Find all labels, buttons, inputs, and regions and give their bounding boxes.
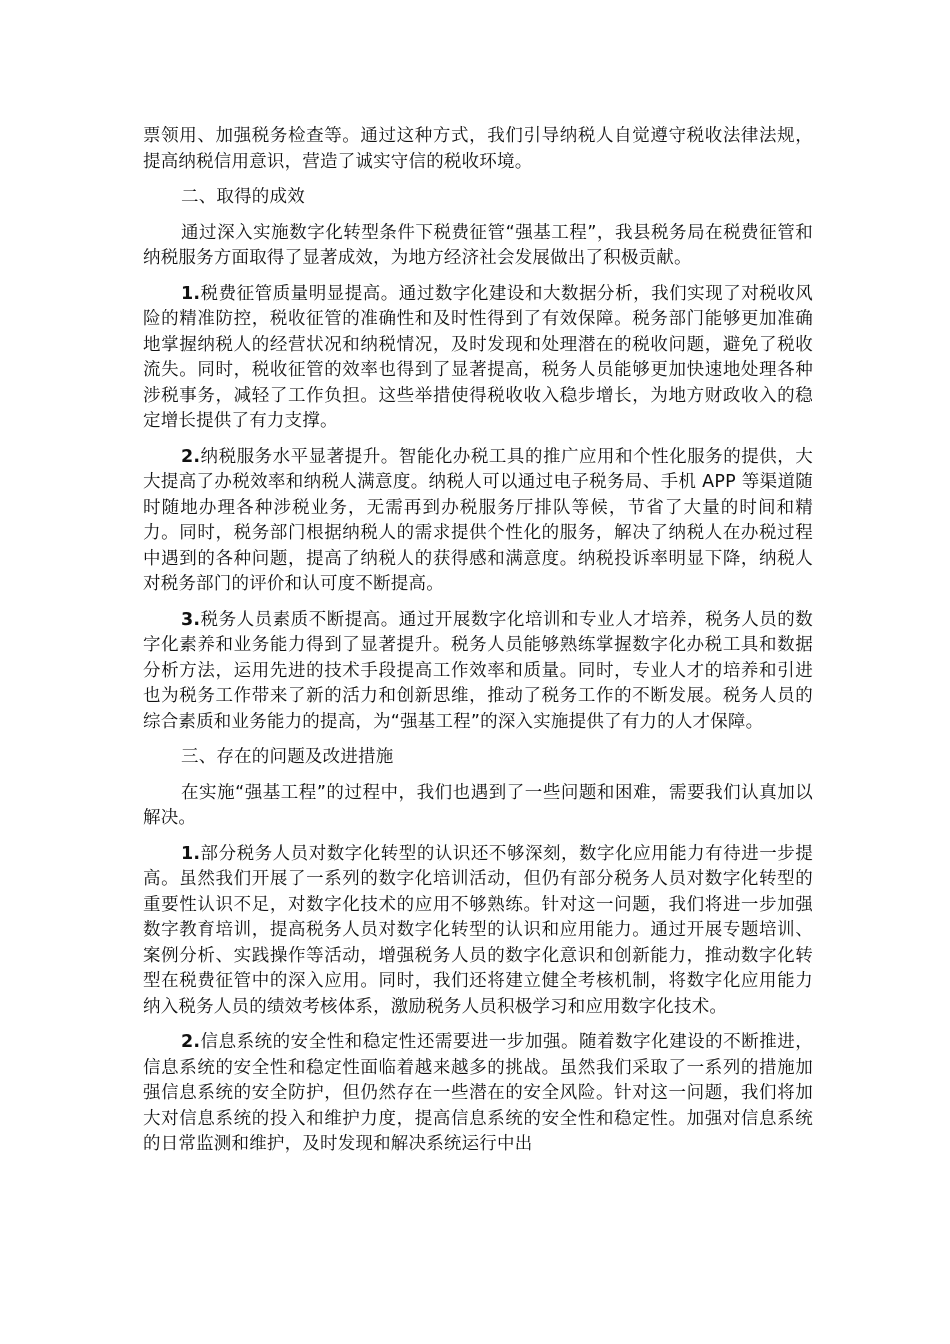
paragraph-text: 在实施“强基工程”的过程中，我们也遇到了一些问题和困难，需要我们认真加以解决。 — [143, 782, 813, 828]
paragraph-text: 信息系统的安全性和稳定性还需要进一步加强。随着数字化建设的不断推进，信息系统的安全性和稳定性面临着越来越多的挑战。虽然我们采取了一系列的措施加强信息系统的安全防护，但仍然存在一些潜在的安全风险。针对这一问题，我们将加大对信息系统的投入和维护力度，提高信息系统的安全性和稳定性。加强对信息系统的日常监测和维护，及时发现和解决系统运行中出 — [143, 1032, 813, 1154]
paragraph-text: 税费征管质量明显提高。通过数字化建设和大数据分析，我们实现了对税收风险的精准防控，税收征管的准确性和及时性得到了有效保障。税务部门能够更加准确地掌握纳税人的经营状况和纳税情况，及时发现和处理潜在的税收问题，避免了税收流失。同时，税收征管的效率也得到了显著提高，税务人员能够更加快速地处理各种涉税事务，减轻了工作负担。这些举措使得税收收入稳步增长，为地方财政收入的稳定增长提供了有力支撑。 — [143, 283, 813, 431]
numbered-item-1-digital-awareness — [143, 842, 813, 1021]
heading-text: 二、取得的成效 — [181, 187, 305, 207]
item-number: 2. — [181, 1032, 201, 1052]
numbered-item-2-system-security — [143, 1030, 813, 1158]
paragraph-intro-results — [143, 221, 813, 272]
paragraph-text: 部分税务人员对数字化转型的认识还不够深刻，数字化应用能力有待进一步提高。虽然我们开展了一系列的数字化培训活动，但仍有部分税务人员对数字化转型的重要性认识不足，对数字化技术的应用不够熟练。针对这一问题，我们将进一步加强数字教育培训，提高税务人员对数字化转型的认识和应用能力。通过开展专题培训、案例分析、实践操作等活动，增强税务人员的数字化意识和创新能力，推动数字化转型在税费征管中的深入应用。同时，我们还将建立健全考核机制，将数字化应用能力纳入税务人员的绩效考核体系，激励税务人员积极学习和应用数字化技术。 — [143, 843, 813, 1017]
item-number: 3. — [181, 609, 201, 630]
paragraph-continuation — [143, 124, 813, 175]
item-number: 2. — [181, 446, 201, 467]
paragraph-text: 纳税服务水平显著提升。智能化办税工具的推广应用和个性化服务的提供，大大提高了办税效率和纳税人满意度。纳税人可以通过电子税务局、手机 APP 等渠道随时随地办理各种涉税业务，无需再到办税服务厅排队等候，节省了大量的时间和精力。同时，税务部门根据纳税人的需求提供个性化的服务，解决了纳税人在办税过程中遇到的各种问题，提高了纳税人的获得感和满意度。纳税投诉率明显下降，纳税人对税务部门的评价和认可度不断提高。 — [143, 446, 813, 594]
paragraph-intro-problems — [143, 781, 813, 832]
section-heading-problems — [143, 745, 813, 771]
item-number: 1. — [181, 283, 201, 304]
numbered-item-2-service-level — [143, 445, 813, 598]
paragraph-text: 税务人员素质不断提高。通过开展数字化培训和专业人才培养，税务人员的数字化素养和业务能力得到了显著提升。税务人员能够熟练掌握数字化办税工具和数据分析方法，运用先进的技术手段提高工作效率和质量。同时，专业人才的培养和引进也为税务工作带来了新的活力和创新思维，推动了税务工作的不断发展。税务人员的综合素质和业务能力的提高，为“强基工程”的深入实施提供了有力的人才保障。 — [143, 609, 813, 732]
heading-text: 三、存在的问题及改进措施 — [181, 747, 394, 767]
item-number: 1. — [181, 843, 201, 864]
section-heading-results — [143, 185, 813, 211]
paragraph-text: 通过深入实施数字化转型条件下税费征管“强基工程”，我县税务局在税费征管和纳税服务方面取得了显著成效，为地方经济社会发展做出了积极贡献。 — [143, 222, 813, 268]
paragraph-text: 票领用、加强税务检查等。通过这种方式，我们引导纳税人自觉遵守税收法律法规，提高纳税信用意识，营造了诚实守信的税收环境。 — [143, 126, 813, 172]
document-page — [143, 124, 813, 1168]
numbered-item-1-collection-quality — [143, 282, 813, 435]
numbered-item-3-staff-quality — [143, 608, 813, 736]
